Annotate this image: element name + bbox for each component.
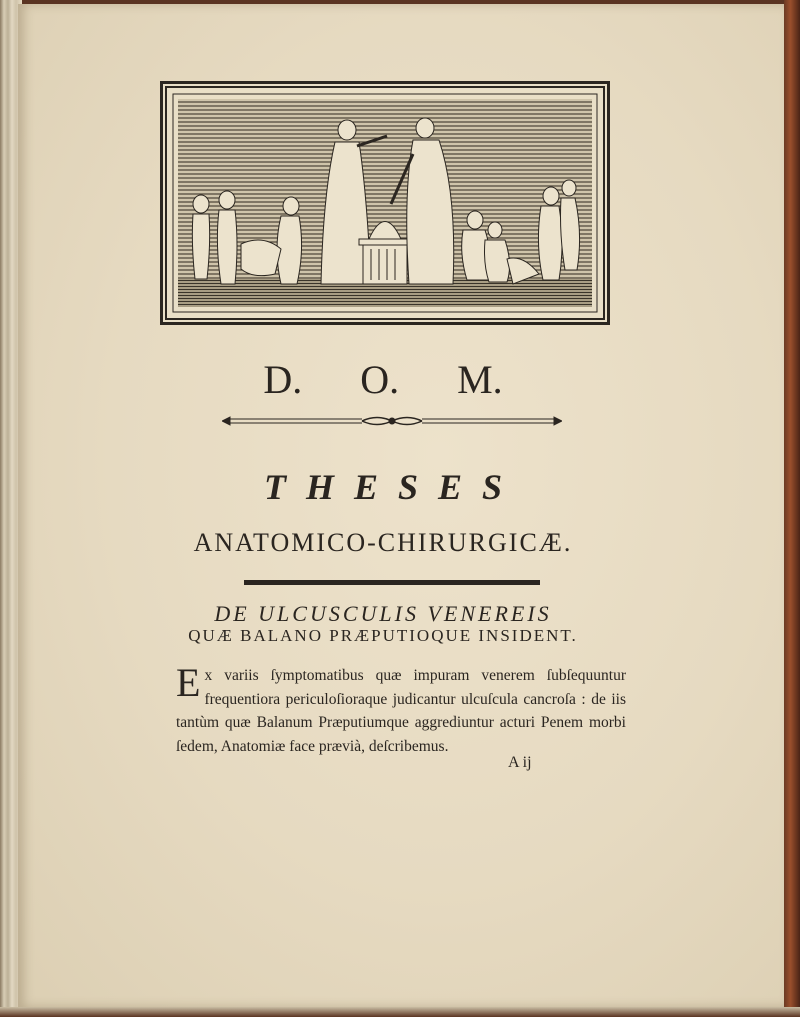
section-subheading: QUÆ BALANO PRÆPUTIOQUE INSIDENT. xyxy=(188,626,578,645)
page-leaf xyxy=(18,4,784,1007)
vignette-illustration xyxy=(163,84,607,322)
subtitle: ANATOMICO-CHIRURGICÆ. xyxy=(193,528,573,557)
page-bottom-edge xyxy=(0,1007,800,1017)
paragraph-text: x variis ſymptomatibus quæ impuram venerem ſubſequuntur frequentiora periculoſioraque judicantur ulcuſcula cancroſa : de iis tantùm quæ Balanum Præputiumque aggrediuntur acturi Penem morbi ſedem, Anatomiæ face prævià, deſcribemus. xyxy=(176,667,626,755)
dom-letter: O. xyxy=(360,357,400,402)
section-divider xyxy=(244,580,540,585)
main-title: THESES xyxy=(263,467,523,507)
dom-letter: D. xyxy=(263,357,303,402)
section-heading: DE ULCUSCULIS VENEREIS xyxy=(214,601,552,626)
body-paragraph xyxy=(176,660,626,758)
signature-mark: A ij xyxy=(508,754,532,771)
drop-cap: E xyxy=(176,660,201,705)
decorative-rule-ornament xyxy=(222,414,562,428)
dom-letter: M. xyxy=(457,357,503,402)
engraved-vignette xyxy=(160,81,610,325)
binding-edge xyxy=(784,0,800,1017)
dom-dedication xyxy=(0,356,766,403)
